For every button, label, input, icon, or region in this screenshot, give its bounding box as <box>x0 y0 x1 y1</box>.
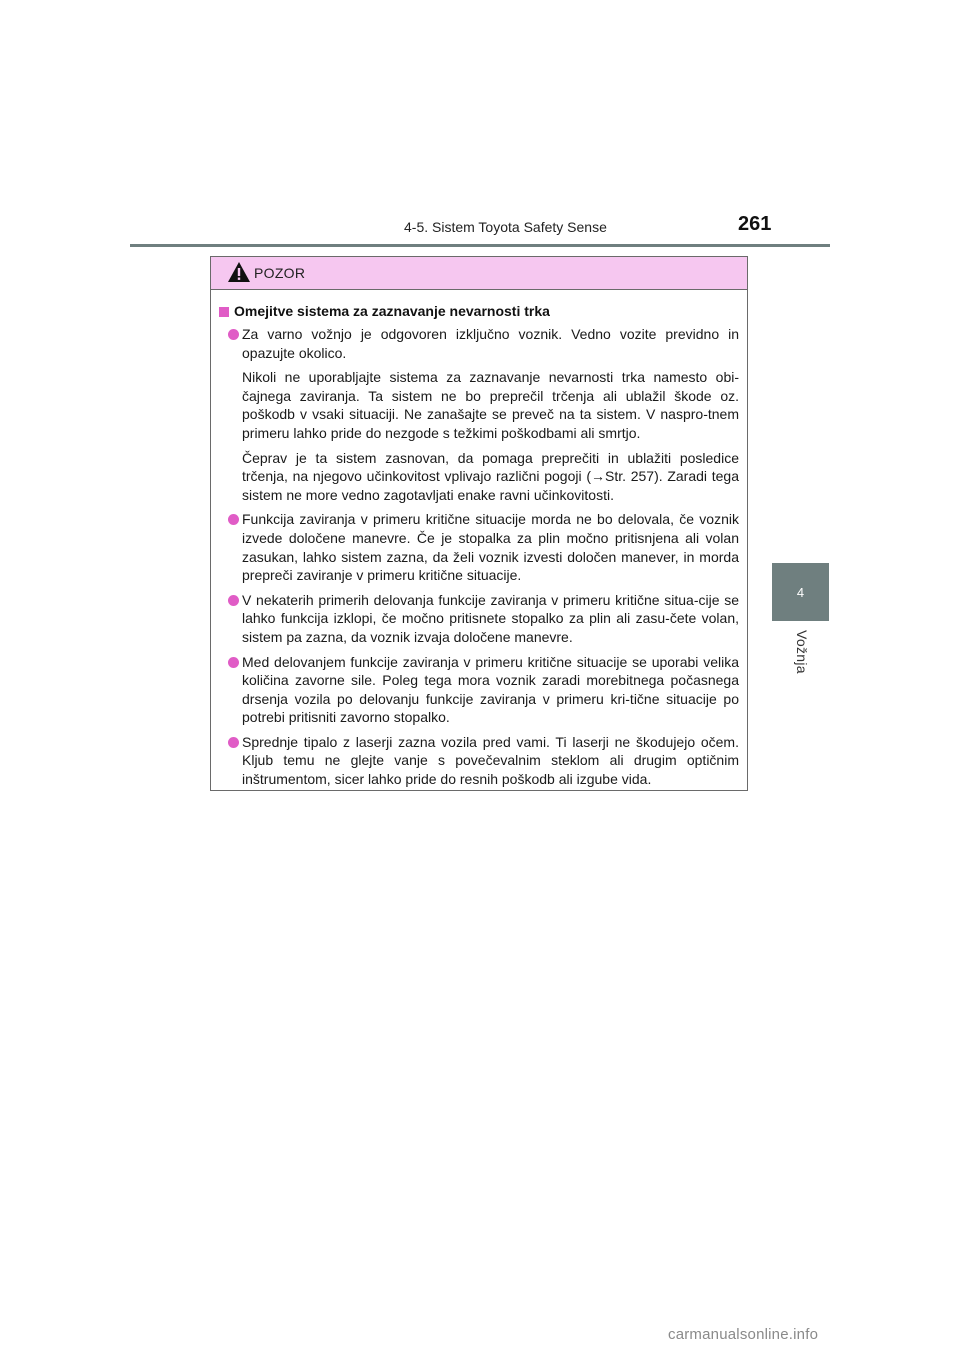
header-divider <box>130 244 830 247</box>
section-title: 4-5. Sistem Toyota Safety Sense <box>404 219 607 235</box>
list-item <box>219 325 739 504</box>
chapter-number: 4 <box>796 584 805 600</box>
paragraph: Za varno vožnjo je odgovoren izključno voznik. Vedno vozite previdno in opazujte okolico. <box>242 326 739 361</box>
list-item <box>219 653 739 727</box>
warning-header <box>211 257 747 290</box>
paragraph: Čeprav je ta sistem zasnovan, da pomaga preprečiti in ublažiti posledice trčenja, na njegovo učinkovitost vplivajo različni pogoji (→Str. 257). Zaradi tega sistem ne more vedno zagotavljati enake ravni učinkovitosti. <box>242 449 739 503</box>
warning-section-heading <box>219 302 739 321</box>
paragraph: Med delovanjem funkcije zaviranja v primeru kritične situacije se uporabi velika količina zavorne sile. Poleg tega mora voznik zaradi morebitnega počasnega drsenja vozila po delovanju funkcije zaviranja v primeru kri-tične situacije po potrebi pritisniti zavorno stopalko. <box>242 653 739 726</box>
bullet-dot-icon <box>228 737 239 748</box>
bullet-dot-icon <box>228 657 239 668</box>
watermark: carmanualsonline.info <box>668 1326 819 1343</box>
square-bullet-icon <box>219 307 229 317</box>
warning-body <box>211 290 747 789</box>
list-item <box>219 591 739 647</box>
paragraph: Funkcija zaviranja v primeru kritične situacije morda ne bo delovala, če voznik izvede določene manevre. Če je stopalka za plin močno pritisnjena ali volan zasukan, lahko sistem zazna, da želi voznik izvesti določen manever, in morda prepreči zaviranje v primeru kritične situacije. <box>242 511 739 584</box>
bullet-dot-icon <box>228 595 239 606</box>
paragraph: Sprednje tipalo z laserji zazna vozila pred vami. Ti laserji ne škodujejo očem. Kljub temu ne glejte vanje s povečevalnim steklom ali drugim optičnim inštrumentom, sicer lahko pride do resnih poškodb ali izgube vida. <box>242 733 739 788</box>
list-item <box>219 733 739 789</box>
paragraph: Nikoli ne uporabljajte sistema za zaznavanje nevarnosti trka namesto obi-čajnega zaviranja. Ta sistem ne bo preprečil trčenja ali ublažil škode oz. poškodb v vsaki situaciji. Ne zanašajte se preveč na ta sistem. V naspro-tnem primeru lahko pride do nezgode s težkimi poškodbami ali smrtjo. <box>242 369 739 441</box>
warning-title: POZOR <box>254 265 306 281</box>
list-item <box>219 510 739 584</box>
bullet-dot-icon <box>228 514 239 525</box>
chapter-label: Vožnja <box>794 630 810 674</box>
chapter-tab <box>772 563 829 621</box>
warning-triangle-icon <box>227 261 251 283</box>
warning-box <box>210 256 748 791</box>
warning-section-title: Omejitve sistema za zaznavanje nevarnosti trka <box>234 303 550 319</box>
bullet-dot-icon <box>228 329 239 340</box>
paragraph: V nekaterih primerih delovanja funkcije zaviranja v primeru kritične situa-cije se lahko funkcija izklopi, če močno pritisnete stopalko za plin ali zasu-čete volan, sistem pa zazna, da voznik izvaja določene manevre. <box>242 591 739 645</box>
page-number: 261 <box>738 213 772 235</box>
